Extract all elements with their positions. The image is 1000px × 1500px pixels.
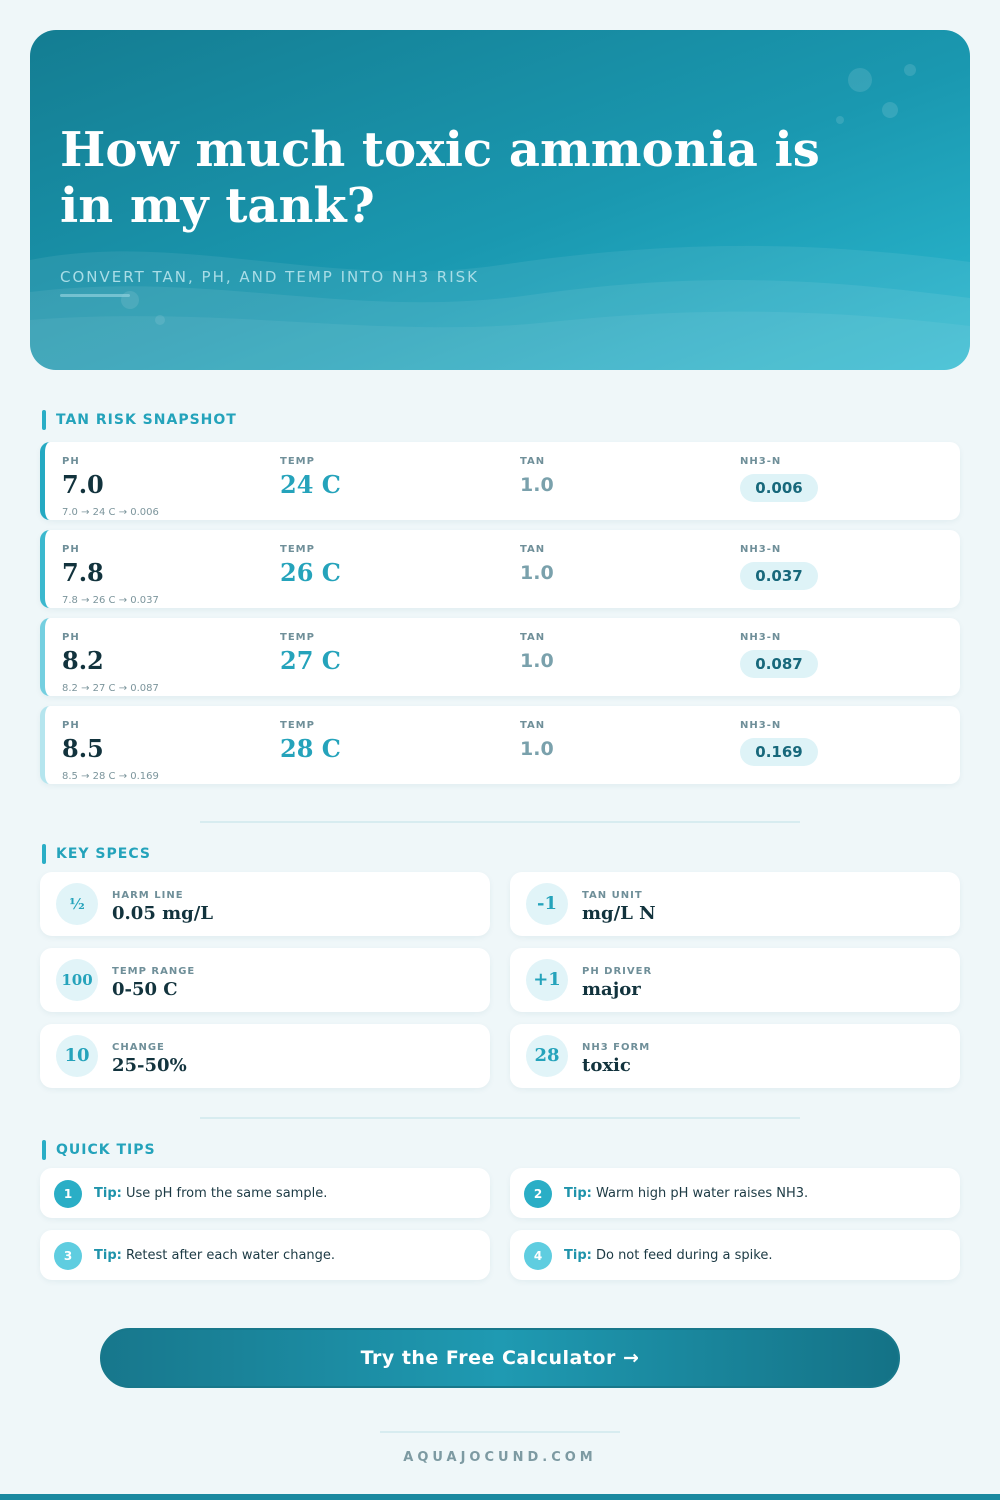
section-divider — [200, 821, 800, 823]
spec-badge-icon: -1 — [526, 883, 568, 925]
tan-label: TAN — [520, 544, 546, 555]
nh3-label: NH3-N — [740, 544, 782, 555]
row-summary: 8.2 → 27 C → 0.087 — [62, 683, 159, 694]
tan-label: TAN — [520, 632, 546, 643]
temp-label: TEMP — [280, 720, 315, 731]
tan-label: TAN — [520, 720, 546, 731]
tip-prefix: Tip: — [94, 1248, 122, 1263]
spec-label: NH3 FORM — [582, 1042, 651, 1053]
snapshot-row — [40, 706, 960, 784]
tip-number-badge: 3 — [54, 1242, 82, 1270]
temp-value: 24 C — [280, 470, 341, 499]
tip-number-badge: 1 — [54, 1180, 82, 1208]
ph-label: PH — [62, 544, 80, 555]
snapshot-heading-label: TAN RISK SNAPSHOT — [56, 412, 237, 428]
tip-body: Warm high pH water raises NH3. — [595, 1186, 809, 1201]
bottom-accent-bar — [0, 1494, 1000, 1500]
temp-value: 26 C — [280, 558, 341, 587]
ph-label: PH — [62, 720, 80, 731]
temp-label: TEMP — [280, 544, 315, 555]
bubble-icon — [848, 68, 872, 92]
heading-accent-bar — [42, 1140, 46, 1160]
spec-badge-icon: 100 — [56, 959, 98, 1001]
snapshot-row — [40, 530, 960, 608]
spec-card-change — [40, 1024, 490, 1088]
subtitle-underline — [60, 294, 130, 297]
spec-value: 25-50% — [112, 1055, 187, 1076]
tan-value: 1.0 — [520, 562, 554, 584]
spec-value: 0.05 mg/L — [112, 903, 213, 924]
nh3-label: NH3-N — [740, 632, 782, 643]
spec-card-nh3-form — [510, 1024, 960, 1088]
spec-badge-icon: ½ — [56, 883, 98, 925]
tip-body: Use pH from the same sample. — [125, 1186, 328, 1201]
nh3-value-pill: 0.169 — [740, 738, 818, 766]
spec-label: HARM LINE — [112, 890, 184, 901]
snapshot-row — [40, 618, 960, 696]
tip-text — [94, 1248, 335, 1263]
spec-badge-icon: 28 — [526, 1035, 568, 1077]
ph-value: 7.0 — [62, 470, 104, 499]
tip-prefix: Tip: — [564, 1248, 592, 1263]
spec-label: TAN UNIT — [582, 890, 643, 901]
tip-text — [564, 1248, 772, 1263]
heading-accent-bar — [42, 410, 46, 430]
page-subtitle: CONVERT TAN, PH, AND TEMP INTO NH3 RISK — [60, 268, 479, 286]
tip-card — [40, 1230, 490, 1280]
spec-badge-icon: 10 — [56, 1035, 98, 1077]
spec-card-ph-driver — [510, 948, 960, 1012]
ph-value: 7.8 — [62, 558, 104, 587]
nh3-value-pill: 0.006 — [740, 474, 818, 502]
tan-value: 1.0 — [520, 650, 554, 672]
spec-card-temp-range — [40, 948, 490, 1012]
tip-card — [510, 1230, 960, 1280]
tips-heading — [42, 1140, 156, 1160]
ph-value: 8.5 — [62, 734, 104, 763]
ph-label: PH — [62, 456, 80, 467]
specs-heading-label: KEY SPECS — [56, 846, 151, 862]
tip-text — [94, 1186, 327, 1201]
ph-label: PH — [62, 632, 80, 643]
footer-site-link[interactable]: AQUAJOCUND.COM — [403, 1450, 597, 1465]
tip-prefix: Tip: — [94, 1186, 122, 1201]
tip-card — [510, 1168, 960, 1218]
page-title: How much toxic ammonia is in my tank? — [60, 122, 820, 234]
tan-label: TAN — [520, 456, 546, 467]
spec-value: mg/L N — [582, 903, 656, 924]
heading-accent-bar — [42, 844, 46, 864]
footer-divider — [380, 1431, 620, 1433]
temp-label: TEMP — [280, 456, 315, 467]
nh3-value-pill: 0.037 — [740, 562, 818, 590]
spec-label: TEMP RANGE — [112, 966, 196, 977]
tips-heading-label: QUICK TIPS — [56, 1142, 156, 1158]
temp-value: 28 C — [280, 734, 341, 763]
spec-value: 0-50 C — [112, 979, 178, 1000]
spec-value: toxic — [582, 1055, 631, 1076]
spec-value: major — [582, 979, 641, 1000]
tip-card — [40, 1168, 490, 1218]
spec-card-harm-line — [40, 872, 490, 936]
tip-number-badge: 2 — [524, 1180, 552, 1208]
snapshot-heading — [42, 410, 237, 430]
tan-value: 1.0 — [520, 474, 554, 496]
nh3-label: NH3-N — [740, 456, 782, 467]
tip-body: Do not feed during a spike. — [595, 1248, 773, 1263]
snapshot-row — [40, 442, 960, 520]
spec-label: CHANGE — [112, 1042, 165, 1053]
hero-banner — [30, 30, 970, 370]
tip-number-badge: 4 — [524, 1242, 552, 1270]
nh3-label: NH3-N — [740, 720, 782, 731]
tan-value: 1.0 — [520, 738, 554, 760]
row-summary: 7.0 → 24 C → 0.006 — [62, 507, 159, 518]
section-divider — [200, 1117, 800, 1119]
ph-value: 8.2 — [62, 646, 104, 675]
spec-label: PH DRIVER — [582, 966, 653, 977]
specs-heading — [42, 844, 151, 864]
tip-text — [564, 1186, 808, 1201]
spec-badge-icon: +1 — [526, 959, 568, 1001]
tip-body: Retest after each water change. — [125, 1248, 336, 1263]
tip-prefix: Tip: — [564, 1186, 592, 1201]
free-calculator-button[interactable]: Try the Free Calculator → — [100, 1328, 900, 1388]
row-summary: 7.8 → 26 C → 0.037 — [62, 595, 159, 606]
spec-card-tan-unit — [510, 872, 960, 936]
row-summary: 8.5 → 28 C → 0.169 — [62, 771, 159, 782]
temp-label: TEMP — [280, 632, 315, 643]
nh3-value-pill: 0.087 — [740, 650, 818, 678]
temp-value: 27 C — [280, 646, 341, 675]
